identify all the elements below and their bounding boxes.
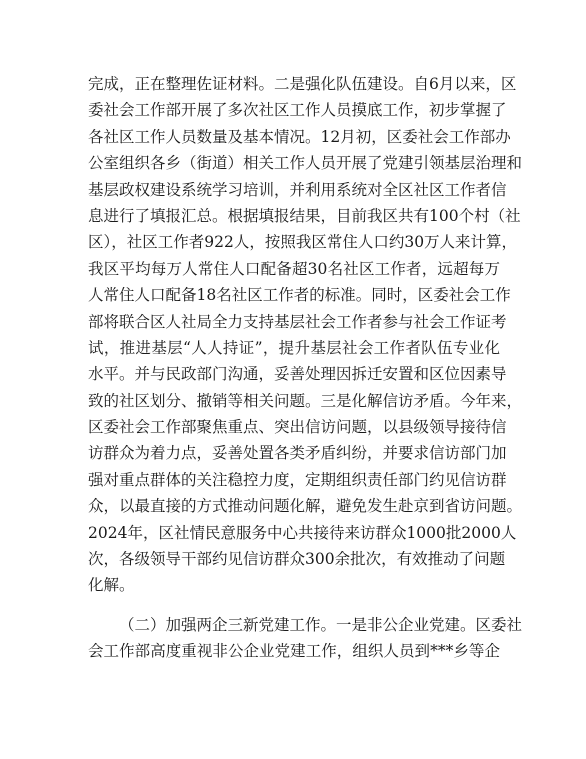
text-line: 息进行了填报汇总。根据填报结果，目前我区共有100个村（社 [88, 206, 521, 225]
text-line: （二）加强两企三新党建工作。一是非公企业党建。区委社 [119, 615, 523, 634]
text-line: 水平。并与民政部门沟通，妥善处理因拆迁安置和区位因素导 [88, 365, 507, 384]
text-line: 区委社会工作部聚焦重点、突出信访问题，以县级领导接待信 [88, 418, 507, 437]
text-line: 致的社区划分、撤销等相关问题。三是化解信访矛盾。今年来， [88, 391, 523, 410]
text-line: 部将联合区人社局全力支持基层社会工作者参与社会工作证考 [88, 312, 507, 331]
text-line: 各社区工作人员数量及基本情况。12月初，区委社会工作部办 [88, 127, 511, 146]
text-line: 化解。 [88, 576, 135, 595]
paragraph-gap [88, 599, 500, 612]
text-line: 强对重点群体的关注稳控力度，定期组织责任部门约见信访群 [88, 470, 507, 489]
text-line: 基层政权建设系统学习培训，并利用系统对全区社区工作者信 [88, 180, 507, 199]
text-line: 我区平均每万人常住人口配备超30名社区工作者，远超每万 [88, 259, 500, 278]
document-body [88, 71, 523, 665]
text-line: 完成，正在整理佐证材料。二是强化队伍建设。自6月以来，区 [88, 75, 517, 93]
text-line: 人常住人口配备18名社区工作者的标准。同时，区委社会工作 [88, 286, 511, 305]
paragraph-1 [88, 71, 523, 599]
text-line: 众，以最直接的方式推动问题化解，避免发生赴京到省访问题。 [88, 497, 523, 516]
text-line: 次，各级领导干部约见信访群众300余批次，有效推动了问题 [88, 550, 506, 569]
text-line: 公室组织各乡（街道）相关工作人员开展了党建引领基层治理和 [88, 154, 523, 173]
text-line: 会工作部高度重视非公企业党建工作，组织人员到***乡等企 [88, 642, 500, 661]
text-line: 2024年，区社情民意服务中心共接待来访群众1000批2000人 [88, 523, 517, 542]
text-line: 区），社区工作者922人，按照我区常住人口约30万人来计算， [88, 233, 518, 252]
paragraph-2 [88, 612, 523, 665]
text-line: 试，推进基层“人人持证”，提升基层社会工作者队伍专业化 [88, 338, 500, 357]
text-line: 委社会工作部开展了多次社区工作人员摸底工作，初步掌握了 [88, 101, 507, 120]
text-line: 访群众为着力点，妥善处置各类矛盾纠纷，并要求信访部门加 [88, 444, 507, 463]
